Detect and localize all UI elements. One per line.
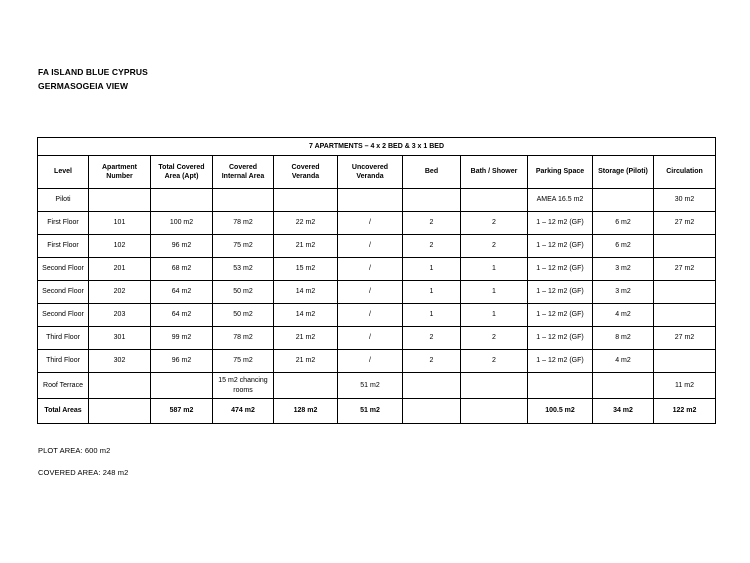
column-header-covered-internal-area: Covered Internal Area (213, 156, 274, 189)
table-cell: 68 m2 (151, 258, 213, 281)
table-cell (654, 304, 716, 327)
column-header-row (38, 156, 716, 189)
table-cell (654, 235, 716, 258)
table-cell (151, 373, 213, 399)
table-cell (274, 189, 338, 212)
column-header-uncovered-veranda: Uncovered Veranda (338, 156, 403, 189)
table-cell (461, 189, 528, 212)
total-cell: 587 m2 (151, 399, 213, 424)
table-cell: 2 (461, 235, 528, 258)
document-title-block (38, 65, 148, 93)
column-header-bath-shower: Bath / Shower (461, 156, 528, 189)
table-cell: Second Floor (38, 281, 89, 304)
table-cell (654, 281, 716, 304)
table-cell: 302 (89, 350, 151, 373)
total-cell (89, 399, 151, 424)
table-cell: 2 (403, 350, 461, 373)
table-cell: First Floor (38, 235, 89, 258)
table-cell (213, 189, 274, 212)
plot-area-note: PLOT AREA: 600 m2 (38, 446, 111, 455)
table-cell: 1 (403, 281, 461, 304)
table-cell: Second Floor (38, 258, 89, 281)
table-cell: 1 (461, 304, 528, 327)
total-cell: 128 m2 (274, 399, 338, 424)
caption-row (38, 138, 716, 156)
total-cell (461, 399, 528, 424)
table-cell: 2 (403, 327, 461, 350)
table-cell (528, 373, 593, 399)
table-cell (593, 189, 654, 212)
table-cell (89, 189, 151, 212)
table-cell (338, 189, 403, 212)
column-header-covered-veranda: Covered Veranda (274, 156, 338, 189)
table-cell: / (338, 327, 403, 350)
table-cell: 100 m2 (151, 212, 213, 235)
table-cell: 50 m2 (213, 304, 274, 327)
table-cell: 2 (461, 212, 528, 235)
table-cell: 1 – 12 m2 (GF) (528, 235, 593, 258)
table-row (38, 189, 716, 212)
column-header-level: Level (38, 156, 89, 189)
column-header-storage: Storage (Piloti) (593, 156, 654, 189)
roof-terrace-row (38, 373, 716, 399)
table-cell: Roof Terrace (38, 373, 89, 399)
apartments-table (37, 137, 716, 424)
table-cell: 96 m2 (151, 350, 213, 373)
table-cell: 2 (461, 350, 528, 373)
column-header-apartment-number: Apartment Number (89, 156, 151, 189)
table-cell: 3 m2 (593, 258, 654, 281)
column-header-parking-space: Parking Space (528, 156, 593, 189)
table-cell: 21 m2 (274, 327, 338, 350)
table-cell: 203 (89, 304, 151, 327)
column-header-total-covered-area: Total Covered Area (Apt) (151, 156, 213, 189)
table-cell (403, 373, 461, 399)
table-cell (403, 189, 461, 212)
table-cell (461, 373, 528, 399)
table-cell: 50 m2 (213, 281, 274, 304)
table-cell (593, 373, 654, 399)
table-cell: 4 m2 (593, 304, 654, 327)
table-cell: 64 m2 (151, 304, 213, 327)
table-cell: Piloti (38, 189, 89, 212)
total-cell: 122 m2 (654, 399, 716, 424)
table-cell: 30 m2 (654, 189, 716, 212)
table-cell: / (338, 281, 403, 304)
table-row (38, 350, 716, 373)
table-cell: 27 m2 (654, 327, 716, 350)
column-header-bed: Bed (403, 156, 461, 189)
table-cell: AMEA 16.5 m2 (528, 189, 593, 212)
table-cell: / (338, 258, 403, 281)
covered-area-note: COVERED AREA: 248 m2 (38, 468, 129, 477)
table-cell: 1 – 12 m2 (GF) (528, 327, 593, 350)
table-row (38, 304, 716, 327)
total-cell: 51 m2 (338, 399, 403, 424)
table-cell: 6 m2 (593, 235, 654, 258)
table-cell: 3 m2 (593, 281, 654, 304)
table-cell: First Floor (38, 212, 89, 235)
table-cell: 4 m2 (593, 350, 654, 373)
table-body (38, 189, 716, 424)
table-cell: Third Floor (38, 327, 89, 350)
table-cell (151, 189, 213, 212)
table-cell: / (338, 235, 403, 258)
table-cell: 201 (89, 258, 151, 281)
table-cell: Third Floor (38, 350, 89, 373)
table-cell: 202 (89, 281, 151, 304)
total-cell: Total Areas (38, 399, 89, 424)
total-cell: 34 m2 (593, 399, 654, 424)
table-row (38, 258, 716, 281)
table-cell: 78 m2 (213, 212, 274, 235)
table-cell: 14 m2 (274, 304, 338, 327)
table-cell: 2 (403, 212, 461, 235)
table-cell: / (338, 304, 403, 327)
total-cell: 474 m2 (213, 399, 274, 424)
table-cell: 75 m2 (213, 235, 274, 258)
table-cell: 1 – 12 m2 (GF) (528, 350, 593, 373)
table-cell (89, 373, 151, 399)
table-caption: 7 APARTMENTS – 4 x 2 BED & 3 x 1 BED (38, 138, 716, 156)
table-cell: 15 m2 (274, 258, 338, 281)
table-cell: 301 (89, 327, 151, 350)
total-cell (403, 399, 461, 424)
table-cell: 75 m2 (213, 350, 274, 373)
table-row (38, 235, 716, 258)
table-cell: 53 m2 (213, 258, 274, 281)
table-cell: / (338, 350, 403, 373)
table-row (38, 212, 716, 235)
table-cell: 21 m2 (274, 350, 338, 373)
table-cell: 1 (403, 304, 461, 327)
table-cell: 64 m2 (151, 281, 213, 304)
table-cell: 1 – 12 m2 (GF) (528, 258, 593, 281)
table-cell: 78 m2 (213, 327, 274, 350)
table-cell: 14 m2 (274, 281, 338, 304)
table-row (38, 281, 716, 304)
totals-row (38, 399, 716, 424)
table-cell: 101 (89, 212, 151, 235)
project-title: FA ISLAND BLUE CYPRUS (38, 67, 148, 77)
column-header-circulation: Circulation (654, 156, 716, 189)
table-cell: 1 (461, 258, 528, 281)
table-cell: 1 – 12 m2 (GF) (528, 304, 593, 327)
table-cell: 1 – 12 m2 (GF) (528, 212, 593, 235)
table-cell: 21 m2 (274, 235, 338, 258)
table-cell: 15 m2 chancing rooms (213, 373, 274, 399)
table-cell: 2 (461, 327, 528, 350)
table-cell: 1 – 12 m2 (GF) (528, 281, 593, 304)
table-cell: 1 (461, 281, 528, 304)
table-cell: 11 m2 (654, 373, 716, 399)
total-cell: 100.5 m2 (528, 399, 593, 424)
project-subtitle: GERMASOGEIA VIEW (38, 81, 129, 91)
table-cell: 96 m2 (151, 235, 213, 258)
table-cell: 22 m2 (274, 212, 338, 235)
table-cell: / (338, 212, 403, 235)
table-cell: 1 (403, 258, 461, 281)
table-row (38, 327, 716, 350)
table-cell: 8 m2 (593, 327, 654, 350)
table-cell (654, 350, 716, 373)
table-cell: 51 m2 (338, 373, 403, 399)
table-cell: 27 m2 (654, 258, 716, 281)
table-cell: 27 m2 (654, 212, 716, 235)
table-cell: 102 (89, 235, 151, 258)
table-cell: Second Floor (38, 304, 89, 327)
table-cell: 2 (403, 235, 461, 258)
table-cell: 6 m2 (593, 212, 654, 235)
table-cell (274, 373, 338, 399)
table-cell: 99 m2 (151, 327, 213, 350)
